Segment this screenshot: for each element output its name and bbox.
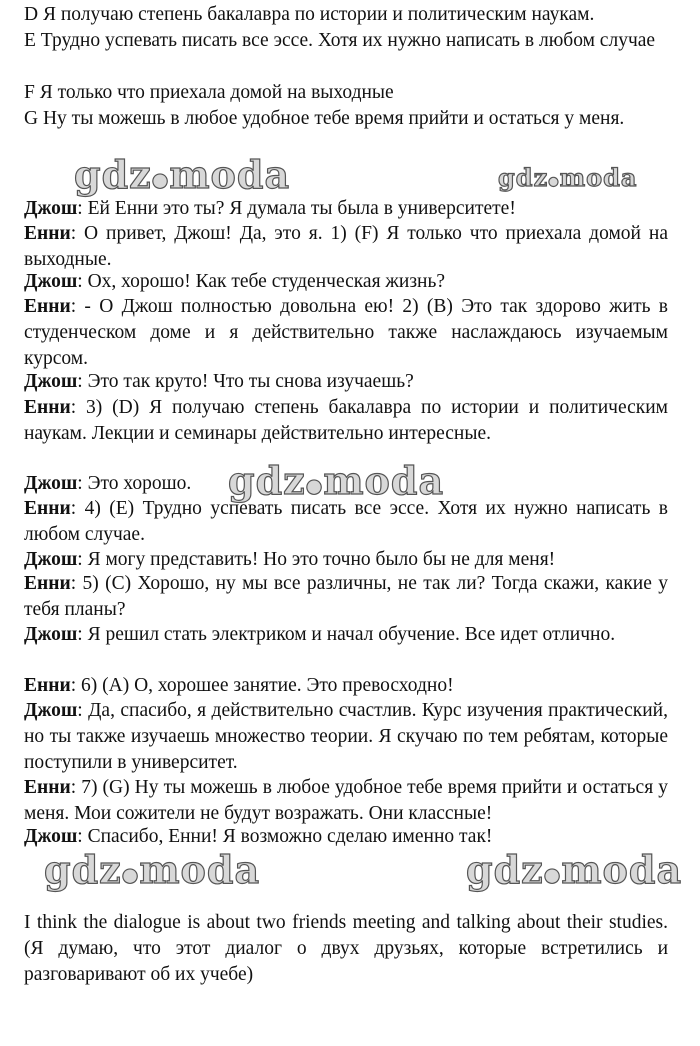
dialogue-line: Енни: 7) (G) Ну ты можешь в любое удобное тебе время прийти и остаться у меня. Мои сожители не будут возражать. Они классные! — [24, 777, 668, 824]
dialogue-line: Джош: Это хорошо. — [24, 473, 192, 494]
speaker-name: Енни — [24, 777, 71, 798]
dialogue-line: Енни: 6) (A) О, хорошее занятие. Это превосходно! — [24, 675, 454, 696]
speaker-name: Енни — [24, 573, 71, 594]
speaker-name: Джош — [24, 198, 78, 219]
speaker-name: Джош — [24, 624, 78, 645]
watermark: gdz●moda — [228, 458, 445, 503]
speaker-name: Енни — [24, 675, 71, 696]
watermark: gdz●moda — [74, 152, 291, 197]
speaker-name: Джош — [24, 473, 78, 494]
speaker-name: Енни — [24, 397, 71, 418]
option-g: G Ну ты можешь в любое удобное тебе время прийти и остаться у меня. — [24, 108, 625, 129]
speaker-name: Джош — [24, 371, 78, 392]
dialogue-line: Енни: О привет, Джош! Да, это я. 1) (F) Я только что приехала домой на выходные. — [24, 223, 668, 270]
watermark: gdz●moda — [498, 163, 638, 192]
speaker-name: Джош — [24, 549, 78, 570]
dialogue-line: Енни: - О Джош полностью довольна ею! 2) (B) Это так здорово жить в студенческом доме и я действительно также наслаждаюсь изучаемым курсом. — [24, 296, 668, 369]
option-d: D Я получаю степень бакалавра по истории и политическим наукам. — [24, 4, 595, 25]
option-e: E Трудно успевать писать все эссе. Хотя их нужно написать в любом случае — [24, 30, 656, 51]
speaker-name: Джош — [24, 271, 78, 292]
speaker-name: Джош — [24, 700, 78, 721]
speaker-name: Джош — [24, 826, 78, 847]
speaker-name: Енни — [24, 296, 71, 317]
option-f: F Я только что приехала домой на выходные — [24, 82, 394, 103]
watermark: gdz●moda — [44, 847, 261, 892]
dialogue-line: Енни: 5) (C) Хорошо, ну мы все различны, не так ли? Тогда скажи, какие у тебя планы? — [24, 573, 668, 620]
conclusion-text: I think the dialogue is about two friends meeting and talking about their studies. (Я думаю, что этот диалог о двух друзьях, которые встретились и разговаривают об их учебе) — [24, 912, 668, 985]
speaker-name: Енни — [24, 498, 71, 519]
dialogue-line: Енни: 4) (E) Трудно успевать писать все эссе. Хотя их нужно написать в любом случае. — [24, 498, 668, 545]
dialogue-line: Джош: Я решил стать электриком и начал обучение. Все идет отлично. — [24, 624, 616, 645]
speaker-name: Енни — [24, 223, 71, 244]
dialogue-line: Джош: Я могу представить! Но это точно было бы не для меня! — [24, 549, 556, 570]
dialogue-line: Джош: Спасибо, Енни! Я возможно сделаю именно так! — [24, 826, 493, 847]
watermark: gdz●moda — [466, 847, 683, 892]
dialogue-line: Джош: Это так круто! Что ты снова изучаешь? — [24, 371, 414, 392]
dialogue-line: Джош: Да, спасибо, я действительно счастлив. Курс изучения практический, но ты также изучаешь множество теории. Я скучаю по тем ребятам, которые поступили в университет. — [24, 700, 668, 773]
dialogue-line: Енни: 3) (D) Я получаю степень бакалавра по истории и политическим наукам. Лекции и семинары действительно интересные. — [24, 397, 668, 444]
dialogue-line: Джош: Ох, хорошо! Как тебе студенческая жизнь? — [24, 271, 446, 292]
dialogue-line: Джош: Ей Енни это ты? Я думала ты была в университете! — [24, 198, 516, 219]
